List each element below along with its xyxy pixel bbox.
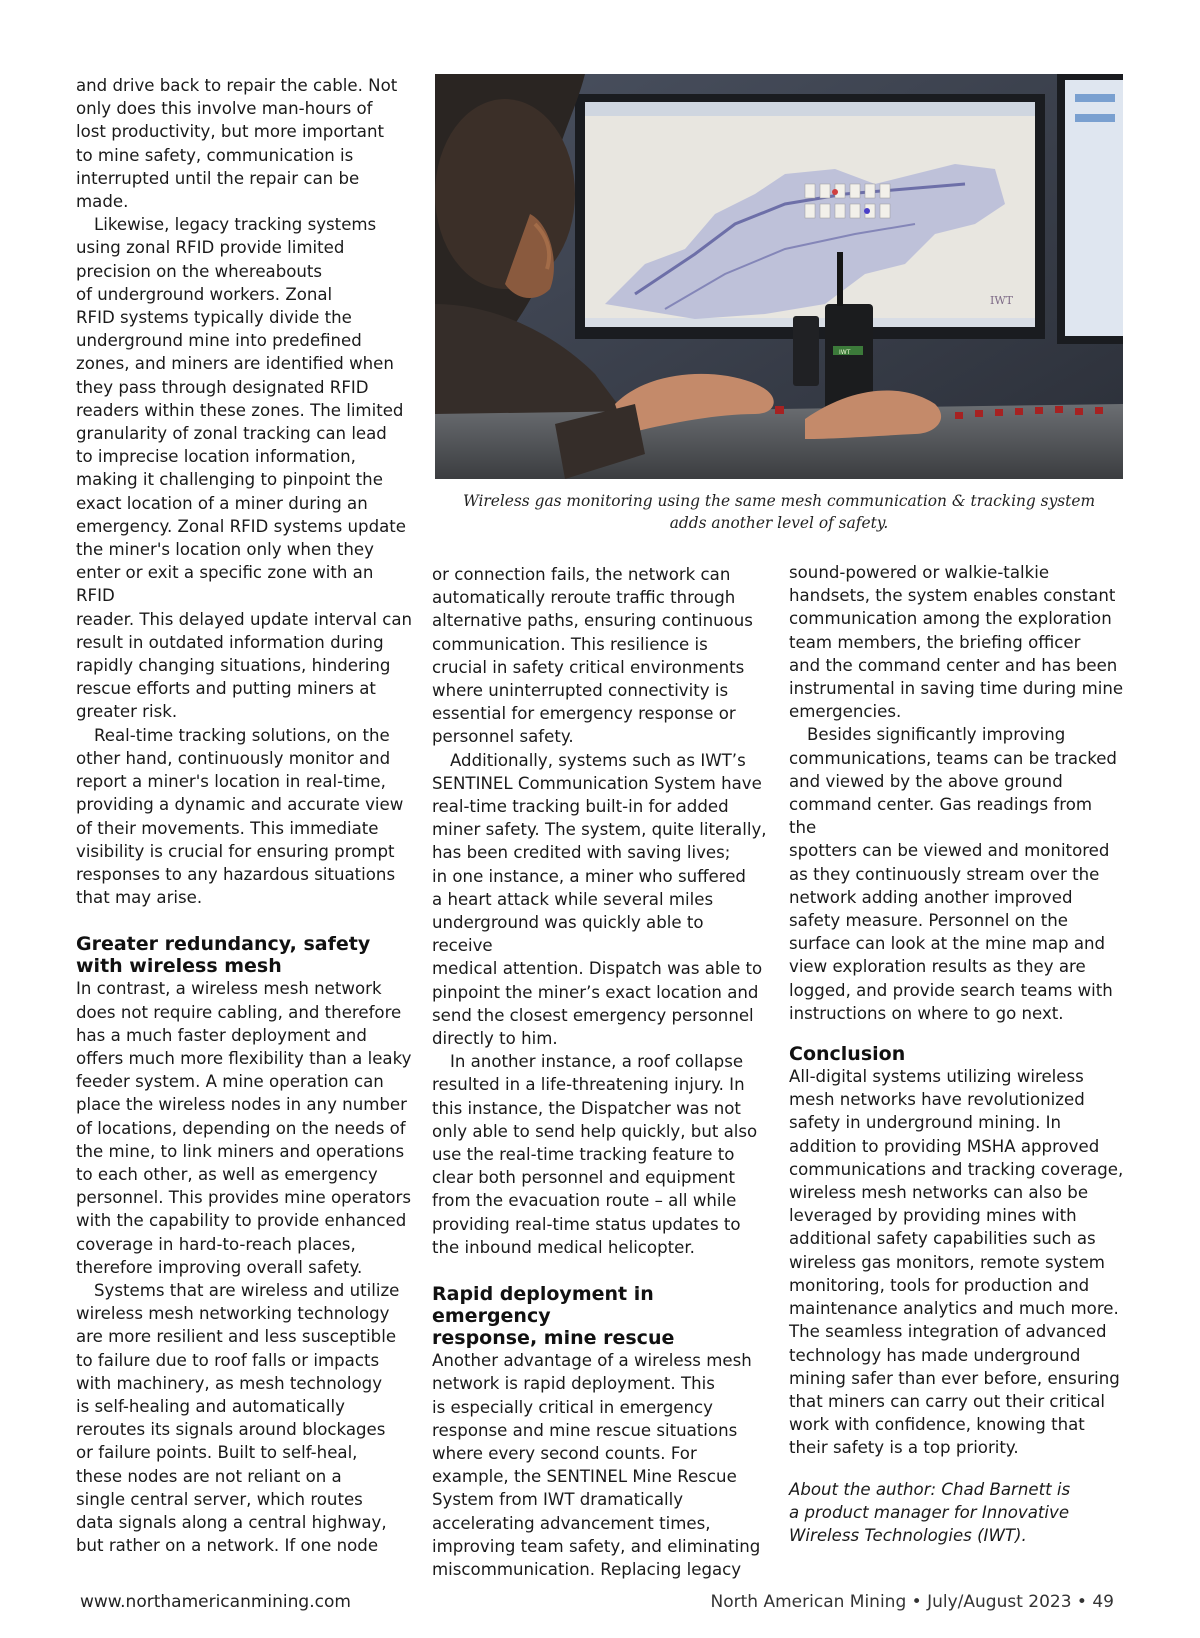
section-heading: Conclusion	[789, 1043, 906, 1066]
section-heading: Rapid deployment in emergency response, mine rescue	[432, 1283, 675, 1350]
paragraph: Besides significantly improving communications, teams can be tracked and viewed by the above ground command center. Gas readings from the spotters can be viewed and monitored as they continuously stream over the network adding another improved safety measure. Personnel on the surface can look at the mine map and view exploration results as they are logged, and provide search teams with instructions on where to go next.	[789, 725, 1117, 1023]
footer-issue: North American Mining • July/August 2023 • 49	[710, 1592, 1114, 1612]
photo-caption: Wireless gas monitoring using the same mesh communication & tracking system adds another level of safety.	[462, 492, 1096, 532]
paragraph: Another advantage of a wireless mesh network is rapid deployment. This is especially critical in emergency response and mine rescue situations where every second counts. For example, the SENTINEL Mine Rescue System from IWT dramatically accelerating advancement times, improving team safety, and eliminating miscommunication. Replacing legacy	[432, 1351, 761, 1579]
paragraph: Likewise, legacy tracking systems using zonal RFID provide limited precision on the whereabouts of underground workers. Zonal RFID systems typically divide the underground mine into predefined zones, and miners are identified when they pass through designated RFID readers within these zones. The limited granularity of zonal tracking can lead to imprecise location information, making it challenging to pinpoint the exact location of a miner during an emergency. Zonal RFID systems update the miner's location only when they enter or exit a specific zone with an RFID reader. This delayed update interval can result in outdated information during rapidly changing situations, hindering rescue efforts and putting miners at greater risk.	[76, 215, 413, 722]
paragraph: and drive back to repair the cable. Not only does this involve man-hours of lost productivity, but more important to mine safety, communication is interrupted until the repair can be made.	[76, 76, 398, 212]
paragraph: All-digital systems utilizing wireless mesh networks have revolutionized safety in underground mining. In addition to providing MSHA approved communications and tracking coverage, wireless mesh networks can also be leveraged by providing mines with additional safety capabilities such as wireless gas monitors, remote system monitoring, tools for production and maintenance analytics and much more. The seamless integration of advanced technology has made underground mining safer than ever before, ensuring that miners can carry out their critical work with confidence, knowing that their safety is a top priority.	[789, 1067, 1124, 1458]
section-heading: Greater redundancy, safety with wireless mesh	[76, 933, 371, 978]
paragraph: In another instance, a roof collapse resulted in a life-threatening injury. In this instance, the Dispatcher was not only able to send help quickly, but also use the real-time tracking feature to clear both personnel and equipment from the evacuation route – all while providing real-time status updates to the inbound medical helicopter.	[432, 1052, 758, 1257]
paragraph: or connection fails, the network can automatically reroute traffic through alternative paths, ensuring continuous communication. This resilience is crucial in safety critical environments where uninterrupted connectivity is essential for emergency response or personnel safety.	[432, 565, 753, 747]
column-1	[76, 74, 416, 1557]
column-3	[789, 561, 1124, 1547]
footer-website: www.northamericanmining.com	[80, 1592, 351, 1612]
paragraph: In contrast, a wireless mesh network does not require cabling, and therefore has a much faster deployment and offers much more flexibility than a leaky feeder system. A mine operation can place the wireless nodes in any number of locations, depending on the needs of the mine, to link miners and operations to each other, as well as emergency personnel. This provides mine operators with the capability to provide enhanced coverage in hard-to-reach places, therefore improving overall safety.	[76, 979, 412, 1277]
paragraph: Systems that are wireless and utilize wireless mesh networking technology are more resilient and less susceptible to failure due to roof falls or impacts with machinery, as mesh technology is self-healing and automatically reroutes its signals around blockages or failure points. Built to self-heal, these nodes are not reliant on a single central server, which routes data signals along a central highway, but rather on a network. If one node	[76, 1280, 400, 1556]
paragraph: sound-powered or walkie-talkie handsets, the system enables constant communication among the exploration team members, the briefing officer and the command center and has been instrumental in saving time during mine emergencies.	[789, 563, 1124, 722]
paragraph: Real-time tracking solutions, on the other hand, continuously monitor and report a miner's location in real-time, providing a dynamic and accurate view of their movements. This immediate visibility is crucial for ensuring prompt responses to any hazardous situations that may arise.	[76, 725, 404, 908]
author-note: About the author: Chad Barnett is a product manager for Innovative Wireless Technologies (IWT).	[789, 1479, 1071, 1545]
paragraph: Additionally, systems such as IWT’s SENTINEL Communication System have real-time tracking built-in for added miner safety. The system, quite literally, has been credited with saving lives; in one instance, a miner who suffered a heart attack while several miles underground was quickly able to receive medical attention. Dispatch was able to pinpoint the miner’s exact location and send the closest emergency personnel directly to him.	[432, 750, 767, 1049]
screen-logo: IWT	[990, 294, 1013, 307]
radio-label: IWT	[839, 349, 851, 356]
photo-dispatcher-monitoring	[435, 74, 1123, 479]
column-2	[432, 563, 767, 1581]
